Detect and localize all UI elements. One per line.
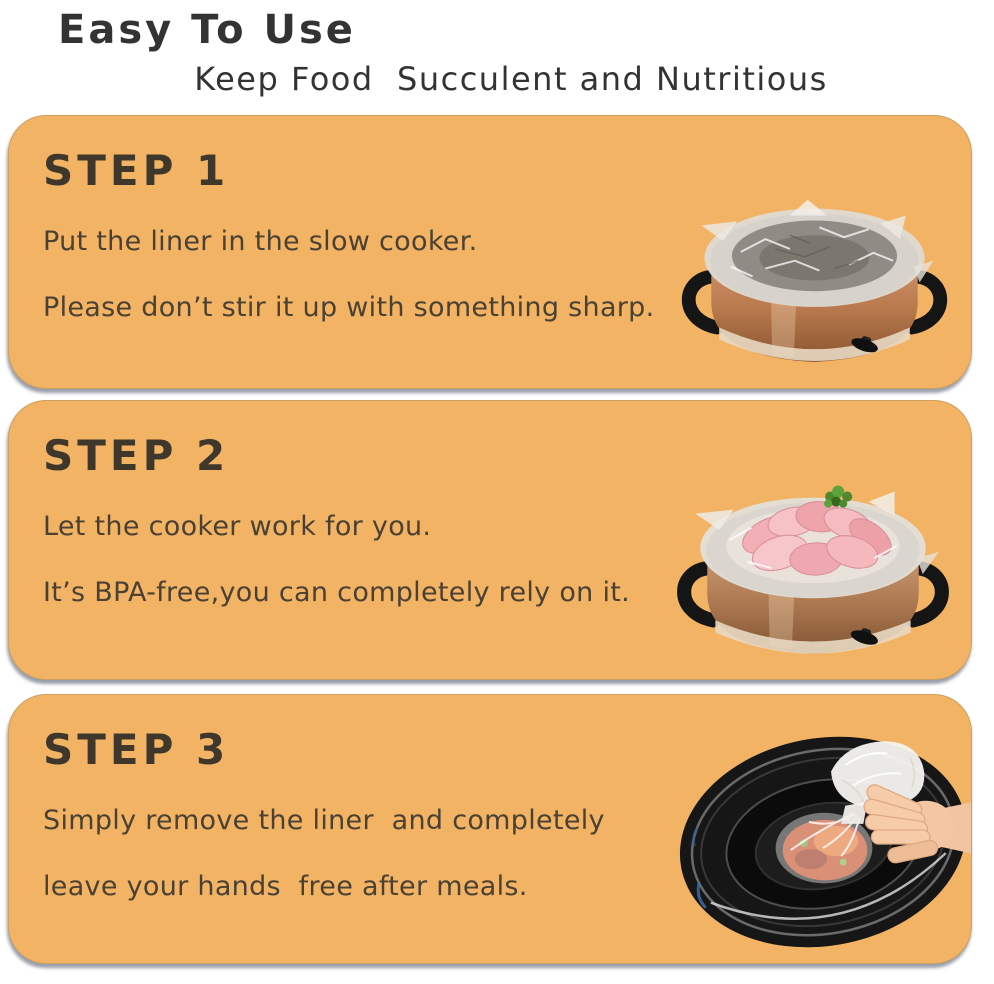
header bbox=[0, 8, 994, 97]
slow-cooker-with-chicken-photo bbox=[667, 437, 959, 680]
slow-cooker-with-liner-photo bbox=[672, 158, 957, 389]
step-2-line-2: It’s BPA-free,you can completely rely on it. bbox=[43, 577, 631, 609]
infographic-page bbox=[0, 8, 994, 964]
step-1-card bbox=[8, 115, 972, 389]
step-3-heading: STEP 3 bbox=[43, 725, 230, 775]
step-3-line-2: leave your hands free after meals. bbox=[43, 871, 528, 903]
step-1-line-2: Please don’t stir it up with something sharp. bbox=[43, 292, 655, 324]
step-3-card bbox=[8, 694, 972, 964]
page-title: Easy To Use bbox=[58, 7, 356, 53]
step-3-line-1: Simply remove the liner and completely bbox=[43, 805, 605, 837]
step-1-heading: STEP 1 bbox=[43, 146, 230, 196]
hand-removing-liner-photo bbox=[671, 709, 972, 964]
step-2-line-1: Let the cooker work for you. bbox=[43, 511, 432, 543]
step-2-heading: STEP 2 bbox=[43, 431, 230, 481]
step-2-card bbox=[8, 400, 972, 680]
page-subtitle: Keep Food Succulent and Nutritious bbox=[194, 60, 828, 98]
step-1-line-1: Put the liner in the slow cooker. bbox=[43, 226, 478, 258]
